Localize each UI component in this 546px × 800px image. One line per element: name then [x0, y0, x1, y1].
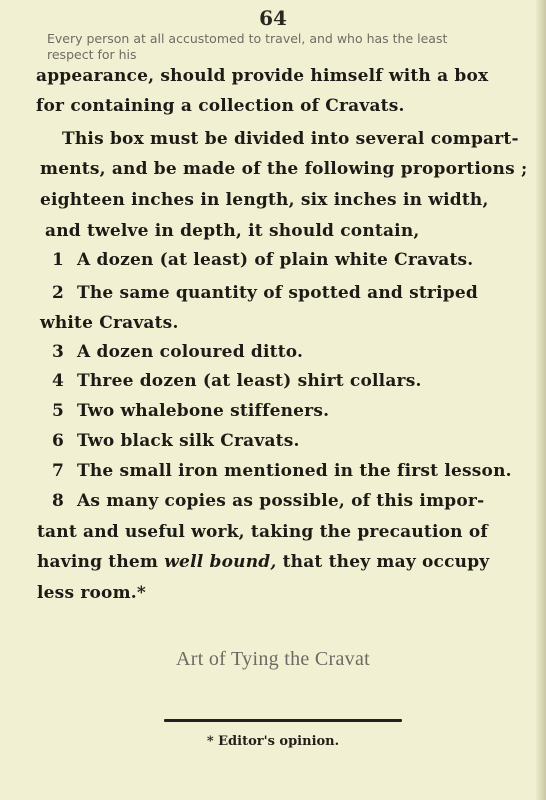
list-item [40, 283, 478, 303]
page-number: 64 [259, 6, 287, 30]
source-stamp: Art of Tying the Cravat [176, 648, 370, 670]
item-number: 5 [51, 401, 64, 421]
item-continuation: white Cravats. [40, 313, 179, 333]
list-item [40, 250, 473, 270]
item-continuation: having them well bound, that they may occupy [37, 552, 490, 572]
list-item [40, 431, 300, 451]
item-continuation: less room.* [37, 583, 146, 603]
list-item [40, 491, 484, 511]
item-number: 4 [51, 371, 64, 391]
list-item [40, 401, 329, 421]
item-number: 8 [51, 491, 64, 511]
page-edge [536, 0, 546, 800]
intro-line-1: appearance, should provide himself with a box [36, 66, 489, 86]
intro-line-2: for containing a collection of Cravats. [36, 96, 405, 116]
emphasis: well bound, [164, 552, 277, 572]
item-text: The same quantity of spotted and striped [77, 283, 478, 303]
para-line-3: eighteen inches in length, six inches in width, [40, 190, 489, 210]
list-item [40, 371, 422, 391]
item-text: A dozen coloured ditto. [77, 342, 304, 362]
item-text: As many copies as possible, of this impor- [77, 491, 485, 511]
item-number: 1 [51, 250, 64, 270]
item-number: 7 [51, 461, 64, 481]
item-text: Two whalebone stiffeners. [77, 401, 330, 421]
item-text: A dozen (at least) of plain white Cravats. [77, 250, 474, 270]
overlay-note: Every person at all accustomed to travel, and who has the least respect for his [47, 31, 448, 62]
item-number: 6 [51, 431, 64, 451]
list-item [40, 461, 512, 481]
item-text: Two black silk Cravats. [77, 431, 300, 451]
para-line-4: and twelve in depth, it should contain, [45, 221, 420, 241]
item-number: 3 [51, 342, 64, 362]
list-item [40, 342, 303, 362]
item-text: Three dozen (at least) shirt collars. [77, 371, 422, 391]
footnote-rule [164, 719, 402, 722]
footnote: * Editor's opinion. [206, 734, 340, 749]
para-line-1: This box must be divided into several compart- [62, 129, 519, 149]
para-line-2: ments, and be made of the following proportions ; [40, 159, 528, 179]
item-continuation: tant and useful work, taking the precaution of [37, 522, 488, 542]
item-number: 2 [51, 283, 64, 303]
item-text: The small iron mentioned in the first lesson. [77, 461, 512, 481]
